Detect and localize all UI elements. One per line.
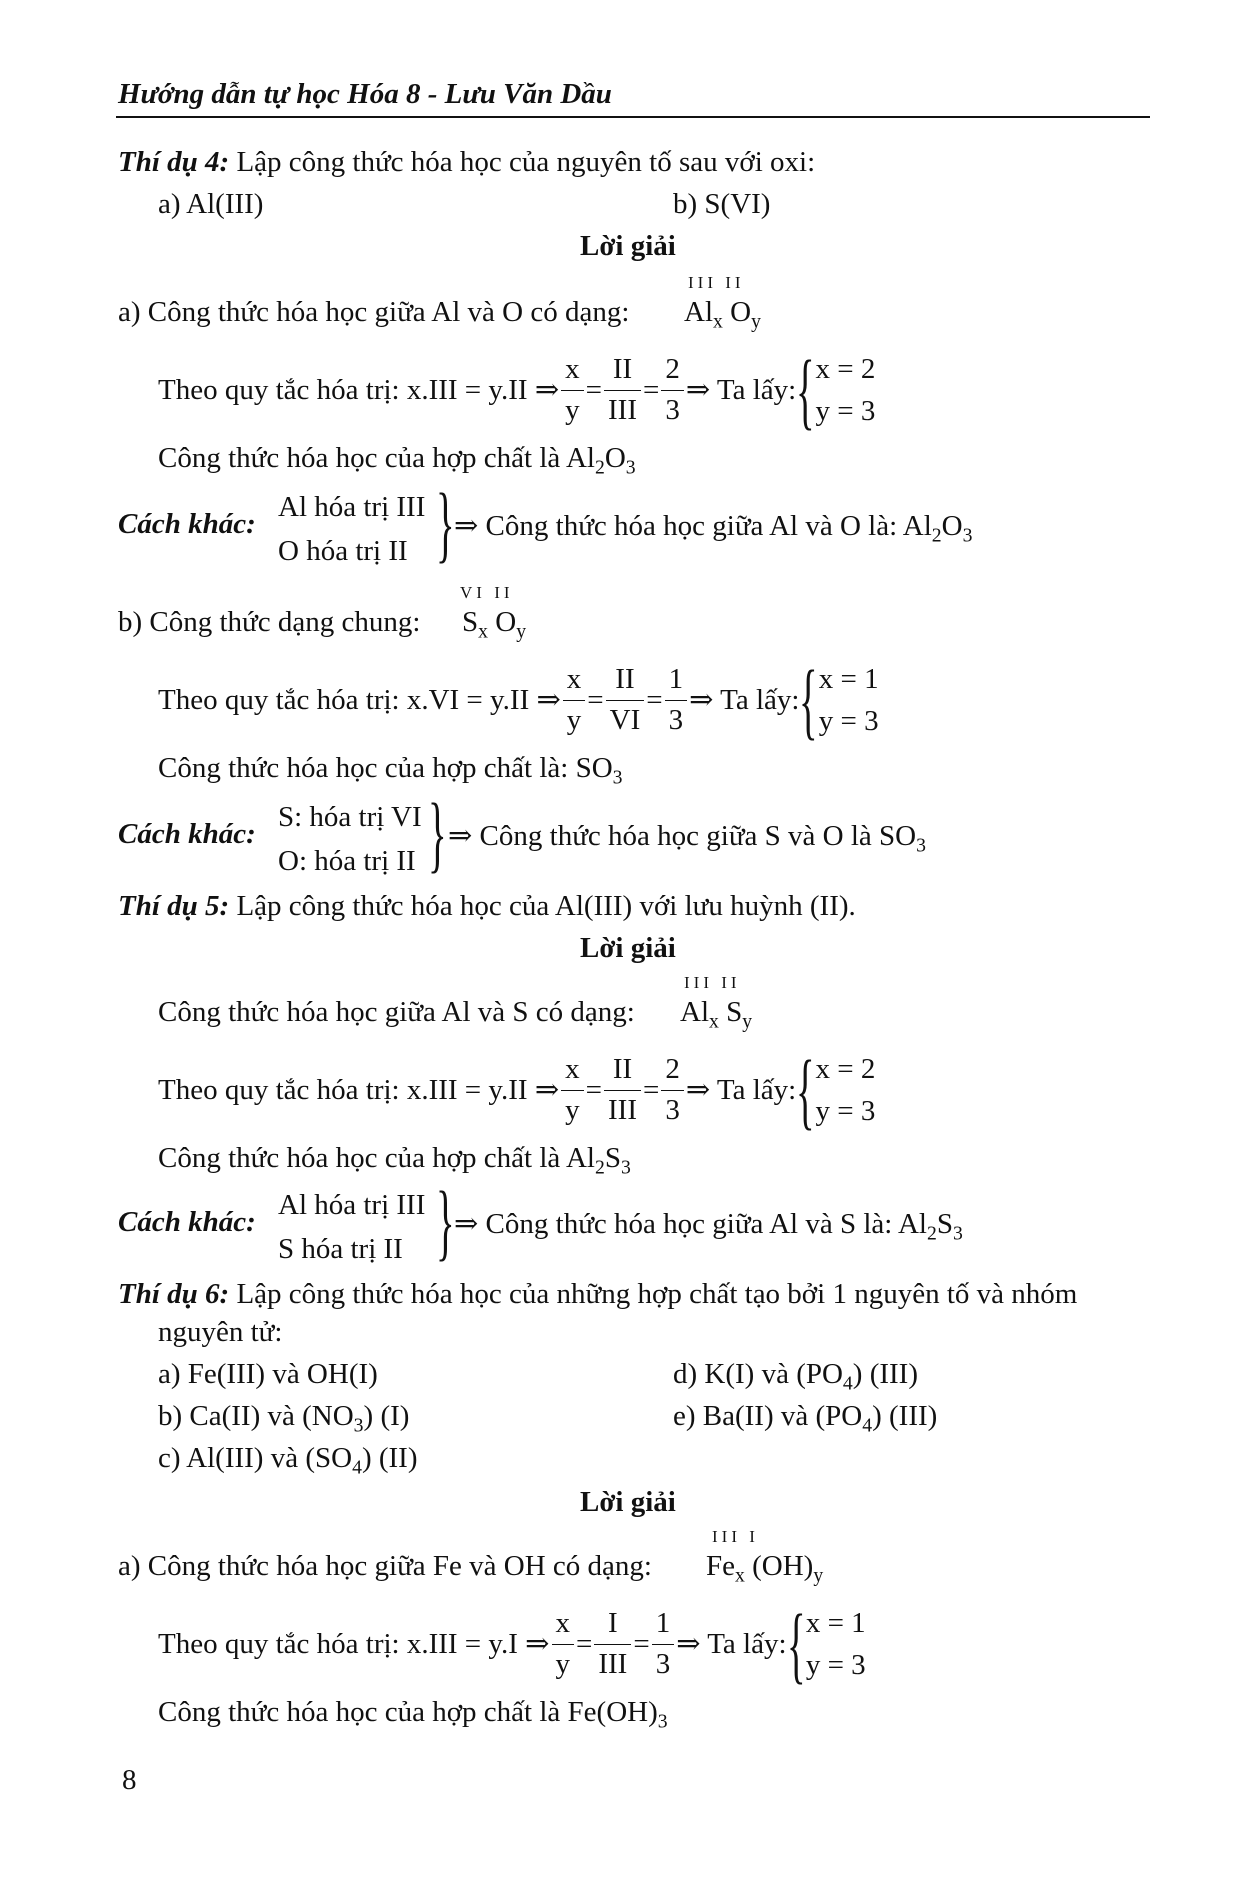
fraction: $\frac{1}{3}$	[652, 1604, 675, 1683]
fraction: $\frac{II}{\text{III}}$	[604, 350, 641, 429]
example-5-statement	[118, 888, 856, 924]
fraction: $\frac{2}{3}$	[661, 350, 684, 429]
equation-system: x = 1 y = 3	[818, 662, 879, 737]
fraction: $\frac{II}{\text{III}}$	[604, 1050, 641, 1129]
example-5-text: Lập công thức hóa học của Al(III) với lưu huỳnh (II).	[236, 890, 856, 922]
right-brace: }	[436, 1173, 455, 1269]
ex5-general-formula: $Al_x$ $S_y$	[680, 996, 753, 1033]
ex6-option-c: c) Al(III) và $(SO_4)$ (II)	[158, 1442, 418, 1479]
ex5-intro: Công thức hóa học giữa Al và S có dạng:	[158, 996, 635, 1028]
example-4-solution-heading: Lời giải	[580, 230, 676, 262]
left-brace: {	[796, 1042, 815, 1138]
header-rule	[116, 116, 1150, 118]
example-6-solution-heading: Lời giải	[580, 1486, 676, 1518]
fraction: $\frac{2}{3}$	[661, 1050, 684, 1129]
ex5-valence-rule: Theo quy tắc hóa trị: x.III = y.II ⇒ $\frac{x}{y}$ = $\frac{II}{\text{III}}$ = $\frac{2}{3}$ ⇒ Ta lấy: { x = 2 y = 3	[158, 1042, 876, 1138]
ex4a-alt-lines: Al hóa trị III O hóa trị II	[278, 491, 426, 567]
example-4-option-b: b) S(VI)	[673, 188, 771, 220]
ex4b-alt-lines: S: hóa trị VI O: hóa trị II	[278, 801, 422, 877]
ex5-valence-marks: III II	[684, 973, 741, 992]
ex4a-valence-marks: III II	[688, 273, 745, 292]
ex6-option-d: d) K(I) và $(PO_4)$ (III)	[673, 1358, 918, 1395]
ex5-result: Công thức hóa học của hợp chất là $Al_2S_3$	[158, 1142, 631, 1179]
example-6-text-cont: nguyên tử:	[158, 1316, 283, 1348]
page-number: 8	[122, 1764, 137, 1796]
ex5-alt-lines: Al hóa trị III S hóa trị II	[278, 1189, 426, 1265]
right-brace: }	[428, 785, 447, 881]
ex6a-general-formula: $Fe_x$ $(OH)_y$	[706, 1550, 824, 1587]
fraction: $\frac{I}{\text{III}}$	[594, 1604, 631, 1683]
ex6a-result: Công thức hóa học của hợp chất là $Fe(OH)_3$	[158, 1696, 668, 1733]
ex4b-result: Công thức hóa học của hợp chất là: $SO_3$	[158, 752, 623, 789]
ex4a-result: Công thức hóa học của hợp chất là $Al_2O_3$	[158, 442, 636, 479]
ex4a-valence-rule: Theo quy tắc hóa trị: x.III = y.II ⇒ $\frac{x}{y}$ = $\frac{II}{\text{III}}$ = $\frac{2}{3}$ ⇒ Ta lấy: { x = 2 y = 3	[158, 342, 876, 438]
example-5-solution-heading: Lời giải	[580, 932, 676, 964]
ex4a-alt-label: Cách khác:	[118, 508, 256, 540]
equation-system: x = 2 y = 3	[815, 352, 876, 427]
equation-system: x = 1 y = 3	[805, 1606, 866, 1681]
fraction: $\frac{1}{3}$	[665, 660, 688, 739]
fraction: $\frac{x}{y}$	[561, 350, 584, 429]
example-4-option-a: a) Al(III)	[158, 188, 264, 220]
left-brace: {	[799, 652, 819, 748]
right-brace: }	[436, 475, 455, 571]
ex4a-alt-conclusion: ⇒ Công thức hóa học giữa Al và O là: $Al_2O_3$	[454, 510, 973, 547]
fraction: $\frac{x}{y}$	[563, 660, 586, 739]
left-brace: {	[796, 342, 815, 438]
ex6a-intro: a) Công thức hóa học giữa Fe và OH có dạng:	[118, 1550, 652, 1582]
ex4b-valence-marks: VI II	[460, 583, 514, 602]
ex4b-valence-rule: Theo quy tắc hóa trị: x.VI = y.II ⇒ $\frac{x}{y}$ = $\frac{II}{VI}$ = $\frac{1}{3}$ ⇒ Ta lấy: { x = 1 y = 3	[158, 652, 879, 748]
example-4-text: Lập công thức hóa học của nguyên tố sau với oxi:	[236, 146, 816, 178]
example-6-text: Lập công thức hóa học của những hợp chất tạo bởi 1 nguyên tố và nhóm	[236, 1278, 1078, 1310]
example-6-label: Thí dụ 6:	[118, 1278, 230, 1310]
ex4b-alt-label: Cách khác:	[118, 818, 256, 850]
ex6-option-b: b) Ca(II) và $(NO_3)$ (I)	[158, 1400, 410, 1437]
ex5-alt-label: Cách khác:	[118, 1206, 256, 1238]
ex4b-intro: b) Công thức dạng chung:	[118, 606, 421, 638]
ex4b-alt-conclusion: ⇒ Công thức hóa học giữa S và O là $SO_3$	[448, 820, 926, 857]
ex6a-valence-marks: III I	[712, 1527, 759, 1546]
running-header: Hướng dẫn tự học Hóa 8 - Lưu Văn Dầu	[118, 78, 612, 110]
left-brace: {	[786, 1596, 806, 1692]
fraction: $\frac{x}{y}$	[552, 1604, 575, 1683]
example-6-statement	[118, 1276, 1077, 1312]
ex4a-intro: a) Công thức hóa học giữa Al và O có dạng:	[118, 296, 630, 328]
equation-system: x = 2 y = 3	[815, 1052, 876, 1127]
example-4-label: Thí dụ 4:	[118, 146, 230, 178]
ex6a-valence-rule: Theo quy tắc hóa trị: x.III = y.I ⇒ $\frac{x}{y}$ = $\frac{I}{\text{III}}$ = $\frac{1}{3}$ ⇒ Ta lấy: { x = 1 y = 3	[158, 1596, 866, 1692]
example-5-label: Thí dụ 5:	[118, 890, 230, 922]
ex4b-general-formula: $S_x$ $O_y$	[462, 606, 527, 643]
fraction: $\frac{II}{VI}$	[606, 660, 645, 739]
example-4-statement	[118, 144, 815, 180]
ex6-option-a: a) Fe(III) và OH(I)	[158, 1358, 378, 1390]
fraction: $\frac{x}{y}$	[561, 1050, 584, 1129]
ex4a-general-formula: $Al_x$ $O_y$	[684, 296, 761, 333]
ex5-alt-conclusion: ⇒ Công thức hóa học giữa Al và S là: $Al_2S_3$	[454, 1208, 963, 1245]
ex6-option-e: e) Ba(II) và $(PO_4)$ (III)	[673, 1400, 938, 1437]
